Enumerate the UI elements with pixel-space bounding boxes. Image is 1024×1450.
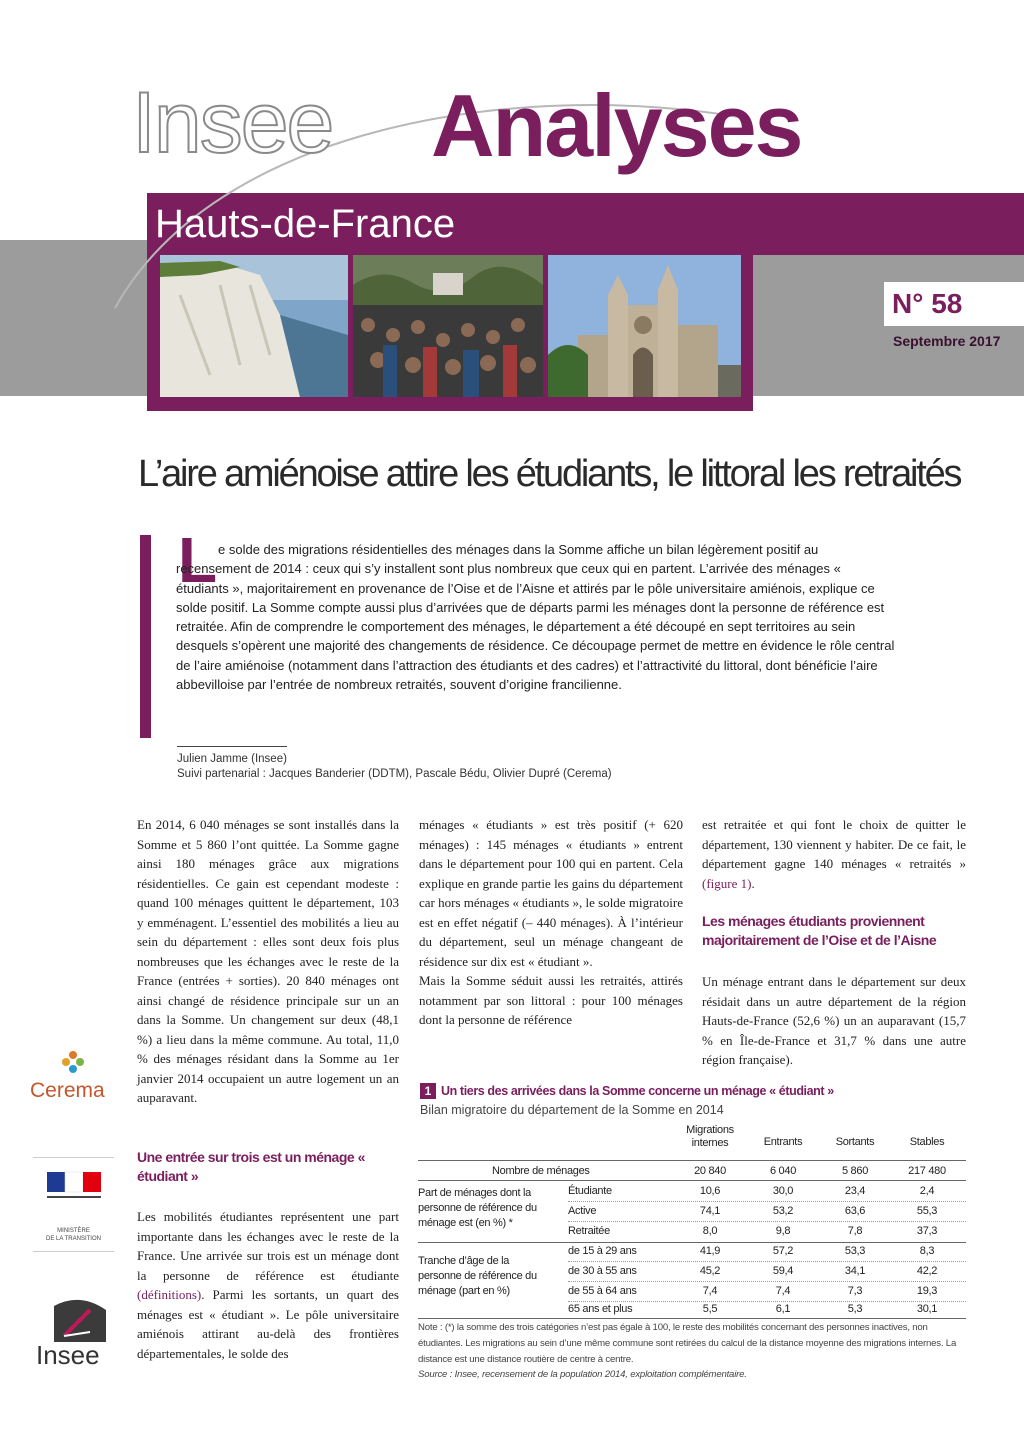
table-cell: 8,0 — [702, 1225, 718, 1237]
body-paragraph: Un ménage entrant dans le département sur deux résidait dans un autre département de la région Hauts-de-France (52,6 %) un an auparavant (15,7 % en Île-de-France et 31,7 % dans une autre région française). — [702, 974, 966, 1067]
table-cell: 5 860 — [841, 1165, 869, 1177]
table-cell: 57,2 — [772, 1245, 794, 1257]
table-cell: 6 040 — [769, 1165, 797, 1177]
table-cell: 5,5 — [702, 1303, 718, 1315]
table-cell: 53,2 — [772, 1205, 794, 1217]
note-text: Note : (*) la somme des trois catégories n’est pas égale à 100, le reste des mobilités concernant des personnes inactives, non étudiantes. Les migrations au sein d’une même commune sont retirées du calcul de la distance moyenne des migrations internes. La distance est une distance routière de centre à centre. — [418, 1322, 957, 1365]
body-column-2 — [419, 815, 683, 1030]
column-header: Entrants — [763, 1136, 803, 1148]
body-column-1 — [137, 815, 399, 1108]
issue-number: N° 58 — [892, 288, 963, 319]
row-label: de 15 à 29 ans — [568, 1245, 637, 1257]
authors — [177, 752, 612, 782]
table-cell: 42,2 — [916, 1265, 938, 1277]
table-rule — [418, 1160, 966, 1161]
section-text: Les mobilités étudiantes représentent une part importante dans les échanges avec le reste de la France. Une arrivée sur trois est un ménage dont la personne de référence est étudiante — [137, 1209, 399, 1283]
row-label: de 30 à 55 ans — [568, 1265, 637, 1277]
table-cell: 30,0 — [772, 1185, 794, 1197]
table-cell: 9,8 — [775, 1225, 791, 1237]
page-title: L’aire amiénoise attire les étudiants, le littoral les retraités — [138, 453, 961, 495]
intro-paragraph: e solde des migrations résidentielles des ménages dans la Somme affiche un bilan légèrement positif au recensement de 2014 : ceux qui s’y installent sont plus nombreux que ceux qui en partent. L’arrivée des ménages « étudiants », majoritairement en provenance de l’Oise et de l’Aisne et attirés par le pôle universitaire amiénois, explique ce solde positif. La Somme compte aussi plus d’arrivées que de départs parmi les ménages dont la personne de référence est retraitée. Afin de comprendre le comportement des ménages, le département a été découpé en sept territoires au sein desquels s’opèrent une majorité des changements de résidence. Ce découpage permet de mettre en évidence le rôle central de l’aire amiénoise (notamment dans l’attraction des étudiants et des cadres) et l’attractivité du littoral, dont bénéficie l’aire abbevilloise par l’entrée de nombreux retraités, souvent d’origine francilienne. — [176, 542, 895, 693]
row-label: Étudiante — [568, 1185, 612, 1197]
intro-accent-bar — [140, 535, 151, 738]
figure-title: Un tiers des arrivées dans la Somme concerne un ménage « étudiant » — [441, 1084, 834, 1098]
logo-insee: Insee — [132, 75, 333, 171]
table-cell: 19,3 — [916, 1285, 938, 1297]
row-label: Active — [568, 1205, 597, 1217]
source-text: Source : Insee, recensement de la population 2014, exploitation complémentaire. — [418, 1369, 747, 1381]
table-cell: 41,9 — [699, 1245, 721, 1257]
body-column-3 — [702, 815, 966, 893]
row-group-label: Tranche d’âge de la personne de référence du ménage (part en %) — [418, 1255, 537, 1297]
region-name: Hauts-de-France — [155, 202, 456, 246]
table-cell: 7,8 — [847, 1225, 863, 1237]
cathedral-photo — [548, 255, 741, 397]
table-cell: 30,1 — [916, 1303, 938, 1315]
intro-dropcap: L — [178, 524, 218, 596]
insee-wordmark: Insee — [36, 1340, 100, 1370]
table-cell: 59,4 — [772, 1265, 794, 1277]
table-cell: 20 840 — [694, 1165, 726, 1177]
partner-line: Suivi partenarial : Jacques Banderier (DDTM), Pascale Bédu, Olivier Dupré (Cerema) — [177, 768, 612, 780]
insee-logo-icon — [50, 1296, 110, 1346]
column-header: Stables — [909, 1136, 945, 1148]
table-cell: 2,4 — [919, 1185, 935, 1197]
figure-note — [418, 1320, 966, 1383]
figure-subtitle: Bilan migratoire du département de la Somme en 2014 — [420, 1103, 724, 1117]
table-cell: 6,1 — [775, 1303, 791, 1315]
body-paragraph: Mais la Somme séduit aussi les retraités, attirés notamment par son littoral : pour 100 ménages dont la personne de référence — [419, 973, 683, 1027]
table-cell: 5,3 — [847, 1303, 863, 1315]
body-paragraph: En 2014, 6 040 ménages se sont installés dans la Somme et 5 860 l’ont quittée. La Somme gagne ainsi 180 ménages grâce aux migrations résidentielles. Ce gain est cependant modeste : quand 100 ménages quittent le département, 103 y emménagent. L’essentiel des mobilités a lieu au sein du département : elles sont deux fois plus nombreuses que les échanges avec le reste de la France (entrées + sorties). 20 840 ménages ont ainsi changé de résidence principale sur un an dans la Somme. Un changement sur deux (48,1 %) a lieu dans la même commune. Au total, 11,0 % des ménages résidant dans la Somme au 1er janvier 2014 occupaient un autre logement un an auparavant. — [137, 817, 399, 1105]
table-cell: 34,1 — [844, 1265, 866, 1277]
section-paragraph — [702, 972, 966, 1070]
column-header: Sortants — [835, 1136, 875, 1148]
table-cell: 55,3 — [916, 1205, 938, 1217]
section-text: . Parmi les sortants, un quart des ménages est « étudiant ». Le pôle universitaire amiénois attirant au-delà des frontières départementales, le solde des — [137, 1287, 399, 1361]
ministry-label: MINISTÈRE — [57, 1228, 90, 1234]
table-cell: 7,4 — [775, 1285, 791, 1297]
row-label: de 55 à 64 ans — [568, 1285, 637, 1297]
table-cell: 8,3 — [919, 1245, 935, 1257]
table-cell: 63,6 — [844, 1205, 866, 1217]
table-cell: 37,3 — [916, 1225, 938, 1237]
table-cell: 10,6 — [699, 1185, 721, 1197]
figure-link[interactable]: (figure 1) — [702, 875, 752, 891]
issue-date: Septembre 2017 — [893, 333, 1001, 349]
table-cell: 217 480 — [908, 1165, 946, 1177]
table-cell: 7,4 — [702, 1285, 718, 1297]
body-paragraph: ménages « étudiants » est très positif (+ 620 ménages) : 145 ménages « étudiants » entrent dans le département pour 100 qui en partent. Cela explique en grande partie les gains du département car hors ménages « étudiants », le solde migratoire est en effet négatif (– 440 ménages). À l’intérieur du département, seul un ménage changeant de résidence sur dix est « étudiant ». — [419, 817, 683, 969]
author-line: Julien Jamme (Insee) — [177, 753, 287, 765]
row-label: 65 ans et plus — [568, 1303, 633, 1315]
table-rule — [418, 1318, 966, 1319]
body-paragraph — [702, 815, 966, 893]
table-cell: 7,3 — [847, 1285, 863, 1297]
column-header: Migrations internes — [686, 1124, 734, 1149]
body-text: . — [751, 875, 755, 891]
table-cell: 53,3 — [844, 1245, 866, 1257]
row-label: Nombre de ménages — [492, 1165, 590, 1177]
definitions-link[interactable]: (définitions) — [137, 1287, 202, 1302]
section-heading: Les ménages étudiants proviennent majoritairement de l’Oise et de l’Aisne — [702, 913, 937, 948]
table-rule — [418, 1180, 966, 1181]
row-group-label: Part de ménages dont la personne de référence du ménage est (en %) * — [418, 1187, 537, 1229]
section-heading: Une entrée sur trois est un ménage « étudiant » — [137, 1149, 365, 1184]
body-text: est retraitée et qui font le choix de quitter le département, 130 viennent y habiter. De ce fait, le département gagne 140 ménages « retraités » — [702, 817, 966, 871]
author-rule — [177, 746, 287, 747]
figure-number: 1 — [420, 1083, 436, 1099]
table-cell: 23,4 — [844, 1185, 866, 1197]
ministry-label: DE LA TRANSITION — [46, 1236, 101, 1242]
crowd-photo — [353, 255, 543, 397]
row-label: Retraitée — [568, 1225, 610, 1237]
cerema-wordmark: Cerema — [30, 1079, 105, 1102]
logo-analyses: Analyses — [431, 76, 802, 175]
table-cell: 45,2 — [699, 1265, 721, 1277]
section-paragraph — [137, 1207, 399, 1363]
marianne-flag-icon — [33, 1158, 114, 1218]
table-cell: 74,1 — [699, 1205, 721, 1217]
republique-logo — [33, 1157, 114, 1252]
cliffs-photo — [160, 255, 348, 397]
